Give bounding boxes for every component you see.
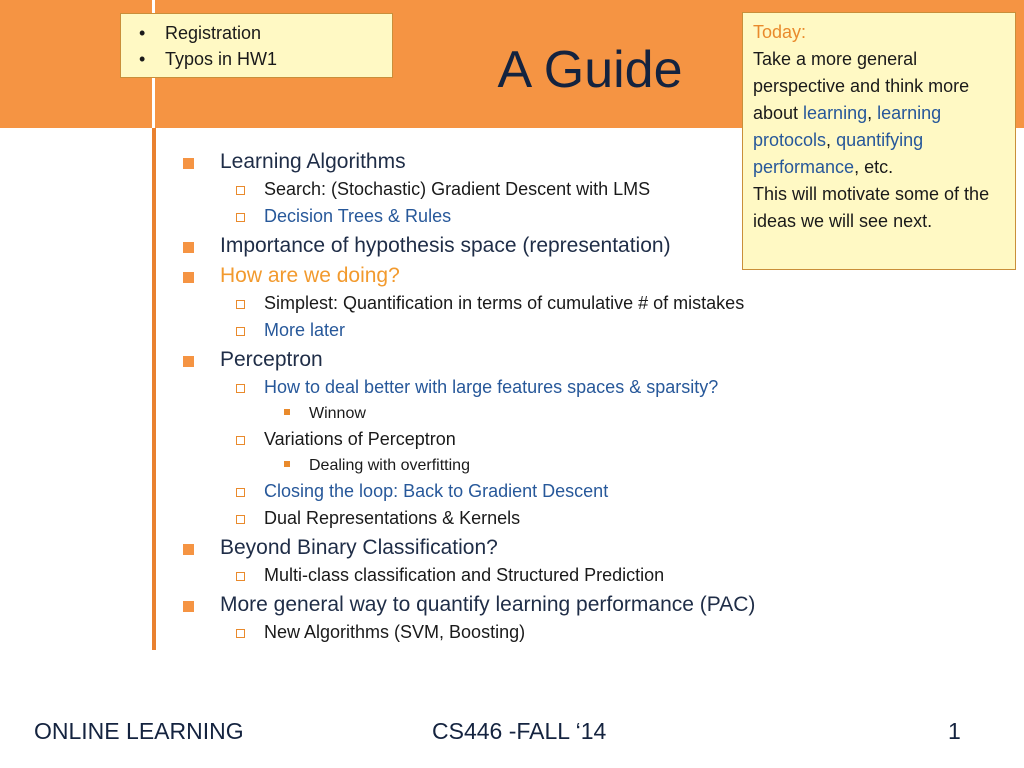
square-bullet-icon [183, 601, 194, 612]
outline-list [180, 146, 900, 646]
outline-item-level-2 [180, 317, 900, 344]
outline-item-level-2 [180, 478, 900, 505]
small-square-bullet-icon [284, 409, 290, 415]
hollow-square-bullet-icon [236, 327, 245, 336]
outline-item-text: How are we doing? [220, 264, 400, 287]
hollow-square-bullet-icon [236, 629, 245, 638]
outline-item-level-3 [180, 401, 900, 426]
hollow-square-bullet-icon [236, 572, 245, 581]
outline-item-text: Closing the loop: Back to Gradient Descent [264, 481, 609, 501]
reminder-item-registration: • Registration [129, 20, 384, 46]
outline-item-text: Learning Algorithms [220, 150, 406, 173]
outline-item-level-2 [180, 505, 900, 532]
outline-item-text: Perceptron [220, 348, 323, 371]
hollow-square-bullet-icon [236, 515, 245, 524]
hollow-square-bullet-icon [236, 488, 245, 497]
today-text-etc: , etc. [854, 157, 894, 177]
reminder-item-typos: • Typos in HW1 [129, 46, 384, 72]
today-highlight-protocols: learning protocols [753, 103, 942, 150]
slide-number: 1 [948, 718, 961, 744]
outline-item-level-2 [180, 562, 900, 589]
outline-item-text: Decision Trees & Rules [264, 206, 452, 226]
outline-item-level-1 [180, 590, 900, 619]
square-bullet-icon [183, 544, 194, 555]
slide-title: A Guide [497, 41, 683, 99]
outline-item-text: Importance of hypothesis space (representation) [220, 234, 671, 257]
outline-item-text: Search: (Stochastic) Gradient Descent with LMS [264, 179, 651, 199]
footer-course-code: CS446 -FALL ‘14 [432, 718, 607, 744]
outline-item-text: Simplest: Quantification in terms of cumulative # of mistakes [264, 293, 745, 313]
outline-item-level-2 [180, 426, 900, 453]
outline-item-level-2 [180, 176, 900, 203]
today-text-intro: Take a more general perspective and think more about [753, 49, 970, 123]
outline-item-level-1 [180, 231, 900, 260]
outline-item-text: Beyond Binary Classification? [220, 536, 498, 559]
today-highlight-performance: quantifying performance [753, 130, 924, 177]
square-bullet-icon [183, 272, 194, 283]
outline-item-level-3 [180, 453, 900, 478]
outline-item-level-1 [180, 533, 900, 562]
hollow-square-bullet-icon [236, 384, 245, 393]
hollow-square-bullet-icon [236, 300, 245, 309]
content-divider [152, 128, 156, 650]
today-separator: , [867, 103, 878, 123]
hollow-square-bullet-icon [236, 213, 245, 222]
outline-item-level-2 [180, 374, 900, 401]
square-bullet-icon [183, 242, 194, 253]
outline-item-level-2 [180, 290, 900, 317]
outline-item-level-2 [180, 203, 900, 230]
small-square-bullet-icon [284, 461, 290, 467]
outline-item-level-2 [180, 619, 900, 646]
outline-item-text: More general way to quantify learning performance (PAC) [220, 593, 756, 616]
outline-item-level-1 [180, 345, 900, 374]
today-separator: , [826, 130, 837, 150]
today-motivation: This will motivate some of the ideas we will see next. [753, 184, 990, 231]
outline-item-level-1 [180, 261, 900, 290]
outline-item-text: More later [264, 320, 346, 340]
outline-item-text: New Algorithms (SVM, Boosting) [264, 622, 526, 642]
today-label: Today: [753, 22, 807, 42]
outline-item-text: Multi-class classification and Structured Prediction [264, 565, 665, 585]
today-highlight-learning: learning [803, 103, 868, 123]
outline-item-level-1 [180, 147, 900, 176]
outline-item-text: Dual Representations & Kernels [264, 508, 521, 528]
hollow-square-bullet-icon [236, 436, 245, 445]
reminder-note [120, 13, 393, 78]
outline-item-text: How to deal better with large features spaces & sparsity? [264, 377, 719, 397]
footer-course-topic: ONLINE LEARNING [34, 718, 244, 744]
outline-item-text: Variations of Perceptron [264, 429, 456, 449]
outline-item-text: Winnow [309, 405, 366, 422]
hollow-square-bullet-icon [236, 186, 245, 195]
outline-item-text: Dealing with overfitting [309, 457, 470, 474]
square-bullet-icon [183, 356, 194, 367]
reminder-list [129, 20, 384, 72]
square-bullet-icon [183, 158, 194, 169]
